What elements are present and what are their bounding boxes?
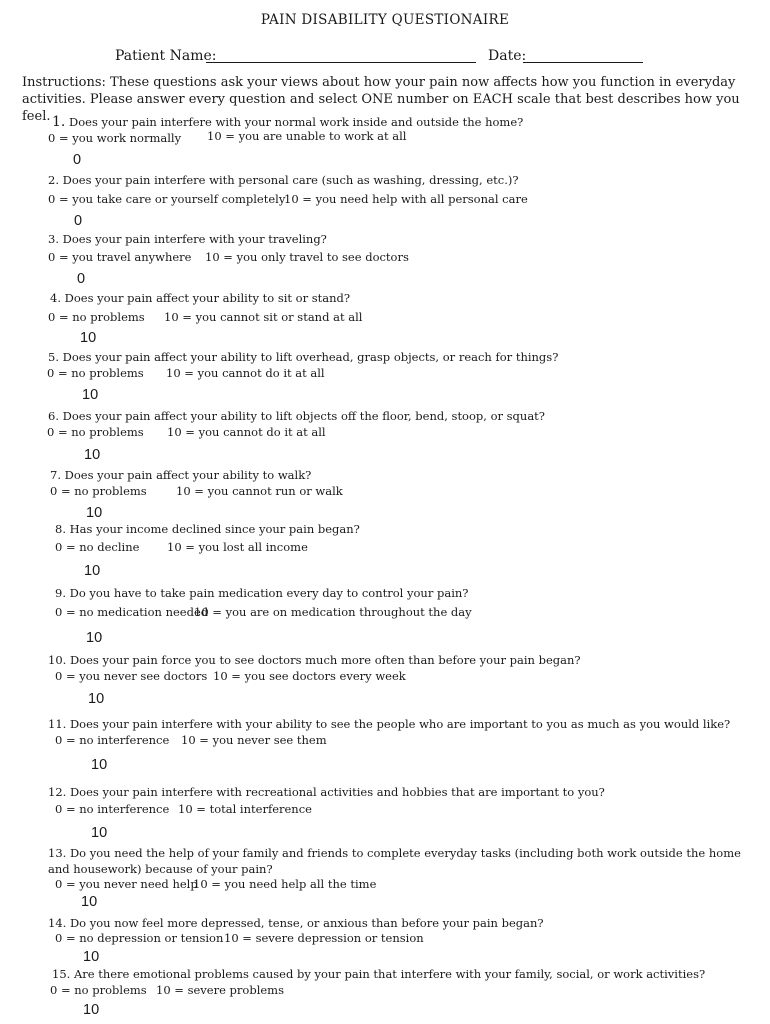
date-field[interactable] xyxy=(523,62,643,63)
question-10-high-label: 10 = you see doctors every week xyxy=(213,669,406,683)
question-7-text: 7. Does your pain affect your ability to walk? xyxy=(50,468,312,482)
question-7-high-label: 10 = you cannot run or walk xyxy=(176,484,343,498)
question-13-text: 13. Do you need the help of your family and friends to complete everyday tasks (including both work outside the home and housework) because of your pain? xyxy=(48,846,741,876)
question-3-low-label: 0 = you travel anywhere xyxy=(48,250,192,264)
patient-name-field[interactable] xyxy=(206,62,476,63)
form-title: PAIN DISABILITY QUESTIONAIRE xyxy=(260,12,510,28)
question-8-low-label: 0 = no decline xyxy=(55,540,140,554)
question-12-answer[interactable]: 10 xyxy=(91,825,108,841)
patient-name-label: Patient Name: xyxy=(115,48,217,64)
question-15-high-label: 10 = severe problems xyxy=(156,983,284,997)
question-14-text: 14. Do you now feel more depressed, tense, or anxious than before your pain began? xyxy=(48,916,544,930)
question-4-low-label: 0 = no problems xyxy=(48,310,145,324)
question-8-text: 8. Has your income declined since your pain began? xyxy=(55,522,360,536)
question-10-answer[interactable]: 10 xyxy=(88,691,105,707)
question-6-low-label: 0 = no problems xyxy=(47,425,144,439)
question-9-text: 9. Do you have to take pain medication every day to control your pain? xyxy=(55,586,469,600)
question-14-high-label: 10 = severe depression or tension xyxy=(224,931,424,945)
question-5-text: 5. Does your pain affect your ability to lift overhead, grasp objects, or reach for things? xyxy=(48,350,559,364)
question-12-text: 12. Does your pain interfere with recreational activities and hobbies that are important to you? xyxy=(48,785,605,799)
question-9-low-label: 0 = no medication needed xyxy=(55,605,209,619)
question-1-high-label: 10 = you are unable to work at all xyxy=(207,129,407,143)
question-8-high-label: 10 = you lost all income xyxy=(167,540,308,554)
question-1-answer[interactable]: 0 xyxy=(73,152,82,168)
question-4-high-label: 10 = you cannot sit or stand at all xyxy=(164,310,363,324)
question-4-text: 4. Does your pain affect your ability to sit or stand? xyxy=(50,291,351,305)
question-7-answer[interactable]: 10 xyxy=(86,505,103,521)
question-14-answer[interactable]: 10 xyxy=(83,949,100,965)
question-8-answer[interactable]: 10 xyxy=(84,563,101,579)
question-13-answer[interactable]: 10 xyxy=(81,894,98,910)
question-4-answer[interactable]: 10 xyxy=(80,330,97,346)
question-6-text: 6. Does your pain affect your ability to lift objects off the floor, bend, stoop, or squat? xyxy=(48,409,545,423)
question-6-high-label: 10 = you cannot do it at all xyxy=(167,425,326,439)
question-2-low-label: 0 = you take care or yourself completely xyxy=(48,192,286,206)
question-6-answer[interactable]: 10 xyxy=(84,447,101,463)
question-12-high-label: 10 = total interference xyxy=(178,802,312,816)
question-2-high-label: 10 = you need help with all personal care xyxy=(284,192,528,206)
question-13-low-label: 0 = you never need help xyxy=(55,877,198,891)
question-15-text: 15. Are there emotional problems caused by your pain that interfere with your family, social, or work activities? xyxy=(52,967,706,981)
question-12-low-label: 0 = no interference xyxy=(55,802,170,816)
question-10-low-label: 0 = you never see doctors xyxy=(55,669,208,683)
question-1 xyxy=(52,114,523,130)
question-9-high-label: 10 = you are on medication throughout the day xyxy=(194,605,472,619)
question-1-low-label: 0 = you work normally xyxy=(48,131,182,145)
question-13-high-label: 10 = you need help all the time xyxy=(193,877,377,891)
question-11-text: 11. Does your pain interfere with your ability to see the people who are important to you as much as you would like? xyxy=(48,717,731,731)
question-11-answer[interactable]: 10 xyxy=(91,757,108,773)
instructions: Instructions: These questions ask your views about how your pain now affects how you function in everyday activities. Please answer every question and select ONE number on EACH scale that best describes how you feel. xyxy=(22,75,740,124)
question-15-low-label: 0 = no problems xyxy=(50,983,147,997)
question-7-low-label: 0 = no problems xyxy=(50,484,147,498)
question-2-text: 2. Does your pain interfere with personal care (such as washing, dressing, etc.)? xyxy=(48,173,519,187)
question-11-high-label: 10 = you never see them xyxy=(181,733,327,747)
question-5-low-label: 0 = no problems xyxy=(47,366,144,380)
question-3-text: 3. Does your pain interfere with your traveling? xyxy=(48,232,327,246)
question-5-high-label: 10 = you cannot do it at all xyxy=(166,366,325,380)
question-11-low-label: 0 = no interference xyxy=(55,733,170,747)
date-label: Date: xyxy=(488,48,527,64)
question-15-answer[interactable]: 10 xyxy=(83,1002,100,1018)
question-9-answer[interactable]: 10 xyxy=(86,630,103,646)
question-14-low-label: 0 = no depression or tension xyxy=(55,931,224,945)
question-1-text: Does your pain interfere with your normal work inside and outside the home? xyxy=(69,115,524,129)
question-5-answer[interactable]: 10 xyxy=(82,387,99,403)
question-2-answer[interactable]: 0 xyxy=(74,213,83,229)
question-10-text: 10. Does your pain force you to see doctors much more often than before your pain began? xyxy=(48,653,581,667)
question-1-number: 1. xyxy=(52,114,66,130)
question-3-answer[interactable]: 0 xyxy=(77,271,86,287)
question-3-high-label: 10 = you only travel to see doctors xyxy=(205,250,409,264)
